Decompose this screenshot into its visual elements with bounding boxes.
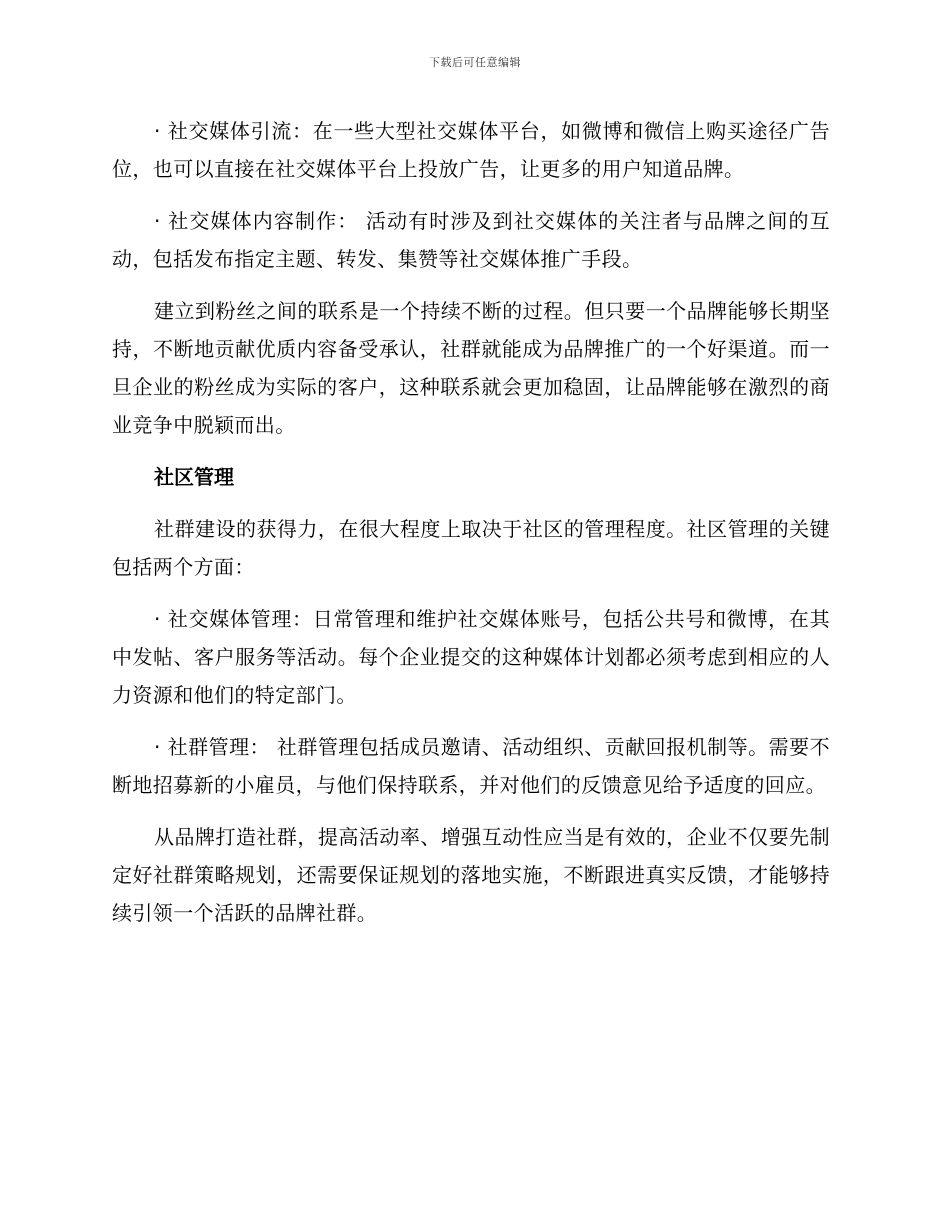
bullet-community-management: · 社群管理： 社群管理包括成员邀请、活动组织、贡献回报机制等。需要不断地招募新的小雇员，与他们保持联系，并对他们的反馈意见给予适度的回应。 [112, 735, 830, 797]
document-body [112, 112, 830, 946]
bullet-social-media-management: · 社交媒体管理：日常管理和维护社交媒体账号，包括公共号和微博，在其中发帖、客户服务等活动。每个企业提交的这种媒体计划都必须考虑到相应的人力资源和他们的特定部门。 [112, 607, 830, 707]
paragraph-fan-connection: 建立到粉丝之间的联系是一个持续不断的过程。但只要一个品牌能够长期坚持，不断地贡献优质内容备受承认，社群就能成为品牌推广的一个好渠道。而一旦企业的粉丝成为实际的客户，这种联系就会更加稳固，让品牌能够在激烈的商业竞争中脱颖而出。 [112, 299, 830, 437]
section-heading: 社区管理 [154, 465, 234, 489]
bullet-social-media-content: · 社交媒体内容制作： 活动有时涉及到社交媒体的关注者与品牌之间的互动，包括发布指定主题、转发、集赞等社交媒体推广手段。 [112, 209, 830, 271]
header-note: 下载后可任意编辑 [429, 56, 521, 69]
bullet-social-media-traffic: · 社交媒体引流：在一些大型社交媒体平台，如微博和微信上购买途径广告位，也可以直接在社交媒体平台上投放广告，让更多的用户知道品牌。 [112, 119, 830, 181]
paragraph-conclusion: 从品牌打造社群，提高活动率、增强互动性应当是有效的，企业不仅要先制定好社群策略规划，还需要保证规划的落地实施，不断跟进真实反馈，才能够持续引领一个活跃的品牌社群。 [112, 825, 830, 925]
paragraph-community-intro: 社群建设的获得力，在很大程度上取决于社区的管理程度。社区管理的关键包括两个方面： [112, 517, 830, 579]
